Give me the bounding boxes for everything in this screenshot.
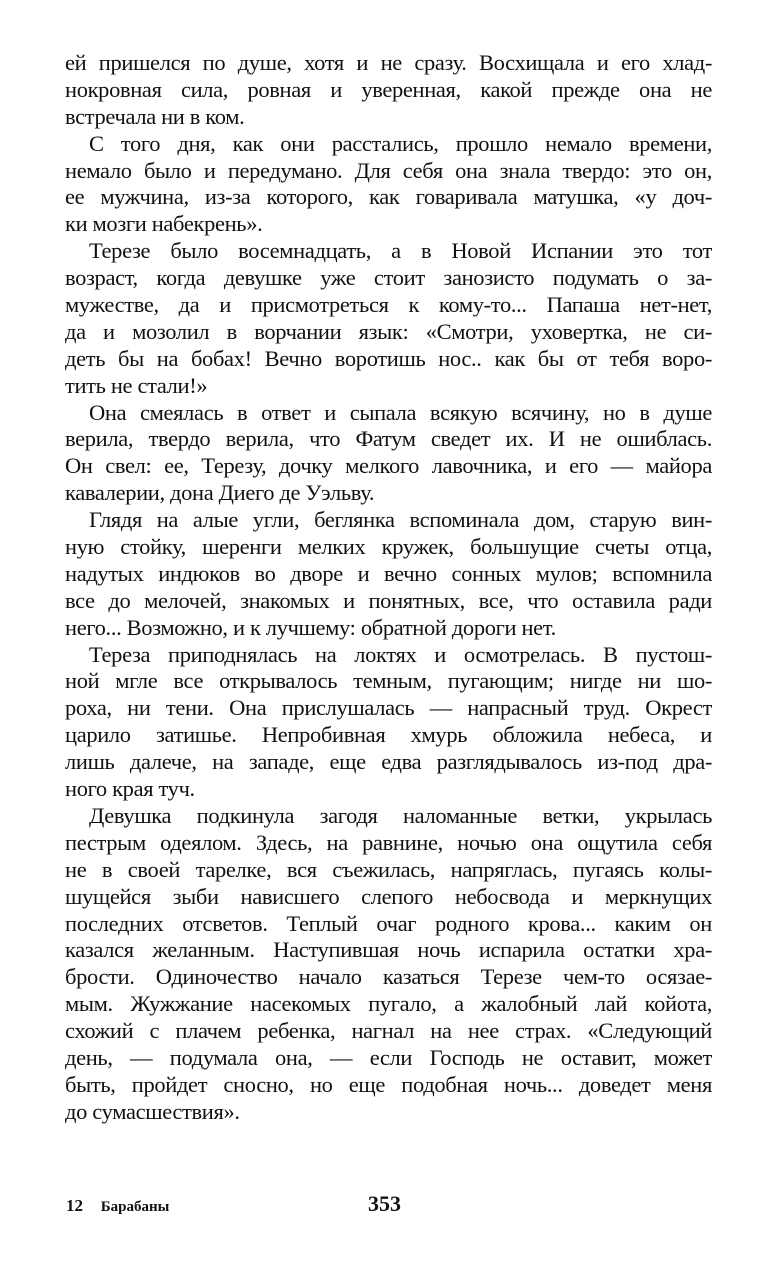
text-line: ей пришелся по душе, хотя и не сразу. Восхищала и его хлад-	[65, 50, 712, 75]
text-line: не в своей тарелке, вся съежилась, напряглась, пугаясь колы-	[65, 856, 712, 882]
text-line: ки мозги набекрень».	[65, 211, 263, 237]
signature-number: 12	[66, 1196, 83, 1215]
text-line: возраст, когда девушке уже стоит занозисто подумать о за-	[65, 265, 712, 291]
text-line: роха, ни тени. Она прислушалась — напрасный труд. Окрест	[65, 695, 712, 721]
text-line: день, — подумала она, — если Господь не оставит, может	[65, 1044, 712, 1070]
text-line: мужестве, да и присмотреться к кому-то... Папаша нет-нет,	[65, 292, 712, 318]
text-line: Тереза приподнялась на локтях и осмотрелась. В пустош-	[89, 641, 712, 667]
text-line: казался желанным. Наступившая ночь испарила остатки хра-	[65, 937, 712, 963]
text-line: ной мгле все открывалось темным, пугающим; нигде ни шо-	[65, 668, 712, 694]
text-line: немало было и передумано. Для себя она знала твердо: это он,	[65, 157, 712, 183]
text-line: брости. Одиночество начало казаться Терезе чем-то осязае-	[65, 964, 712, 990]
text-line: тить не стали!»	[65, 372, 208, 398]
text-line: Она смеялась в ответ и сыпала всякую всячину, но в душе	[89, 399, 712, 425]
paragraph	[65, 803, 712, 1126]
body-text	[65, 50, 712, 1126]
text-line: Он свел: ее, Терезу, дочку мелкого лавочника, и его — майора	[65, 453, 712, 479]
text-line: до сумасшествия».	[65, 1098, 240, 1124]
text-line: ного края туч.	[65, 776, 195, 802]
text-line: надутых индюков во дворе и вечно сонных мулов; вспомнила	[65, 560, 712, 586]
text-line: верила, твердо верила, что Фатум сведет их. И не ошиблась.	[65, 426, 712, 452]
text-line: деть бы на бобах! Вечно воротишь нос.. как бы от тебя воро-	[65, 345, 712, 371]
text-line: быть, пройдет сносно, но еще подобная ночь... доведет меня	[65, 1071, 712, 1097]
text-line: все до мелочей, знакомых и понятных, все, что оставила ради	[65, 587, 712, 613]
text-line: мым. Жужжание насекомых пугало, а жалобный лай койота,	[65, 991, 712, 1017]
paragraph	[65, 50, 712, 131]
text-line: да и мозолил в ворчании язык: «Смотри, уховертка, не си-	[65, 318, 712, 344]
text-line: шущейся зыби нависшего слепого небосвода и меркнущих	[65, 883, 712, 909]
paragraph	[65, 642, 712, 803]
text-line: встречала ни в ком.	[65, 103, 245, 129]
text-line: С того дня, как они расстались, прошло немало времени,	[89, 130, 712, 156]
text-line: Терезе было восемнадцать, а в Новой Испании это тот	[89, 238, 712, 264]
text-line: ную стойку, шеренги мелких кружек, большущие счеты отца,	[65, 534, 712, 560]
text-line: нокровная сила, ровная и уверенная, какой прежде она не	[65, 76, 712, 102]
text-line: Глядя на алые угли, беглянка вспоминала дом, старую вин-	[89, 507, 712, 533]
paragraph	[65, 131, 712, 239]
paragraph	[65, 238, 712, 399]
text-line: него... Возможно, и к лучшему: обратной дороги нет.	[65, 614, 556, 640]
text-line: схожий с плачем ребенка, нагнал на нее страх. «Следующий	[65, 1018, 712, 1044]
paragraph	[65, 507, 712, 641]
text-line: пестрым одеялом. Здесь, на равнине, ночью она ощутила себя	[65, 829, 712, 855]
page-number: 353	[368, 1191, 401, 1216]
text-line: Девушка подкинула загодя наломанные ветки, укрылась	[89, 802, 712, 828]
text-line: лишь далече, на западе, еще едва разглядывалось из-под дра-	[65, 749, 712, 775]
paragraph	[65, 400, 712, 508]
text-line: ее мужчина, из-за которого, как говаривала матушка, «у доч-	[65, 184, 712, 210]
signature-mark	[66, 1196, 169, 1216]
text-line: кавалерии, дона Диего де Уэльву.	[65, 480, 375, 506]
text-line: последних отсветов. Теплый очаг родного крова... каким он	[65, 910, 712, 936]
signature-title: Барабаны	[100, 1199, 170, 1215]
text-line: царило затишье. Непробивная хмурь обложила небеса, и	[65, 722, 712, 748]
